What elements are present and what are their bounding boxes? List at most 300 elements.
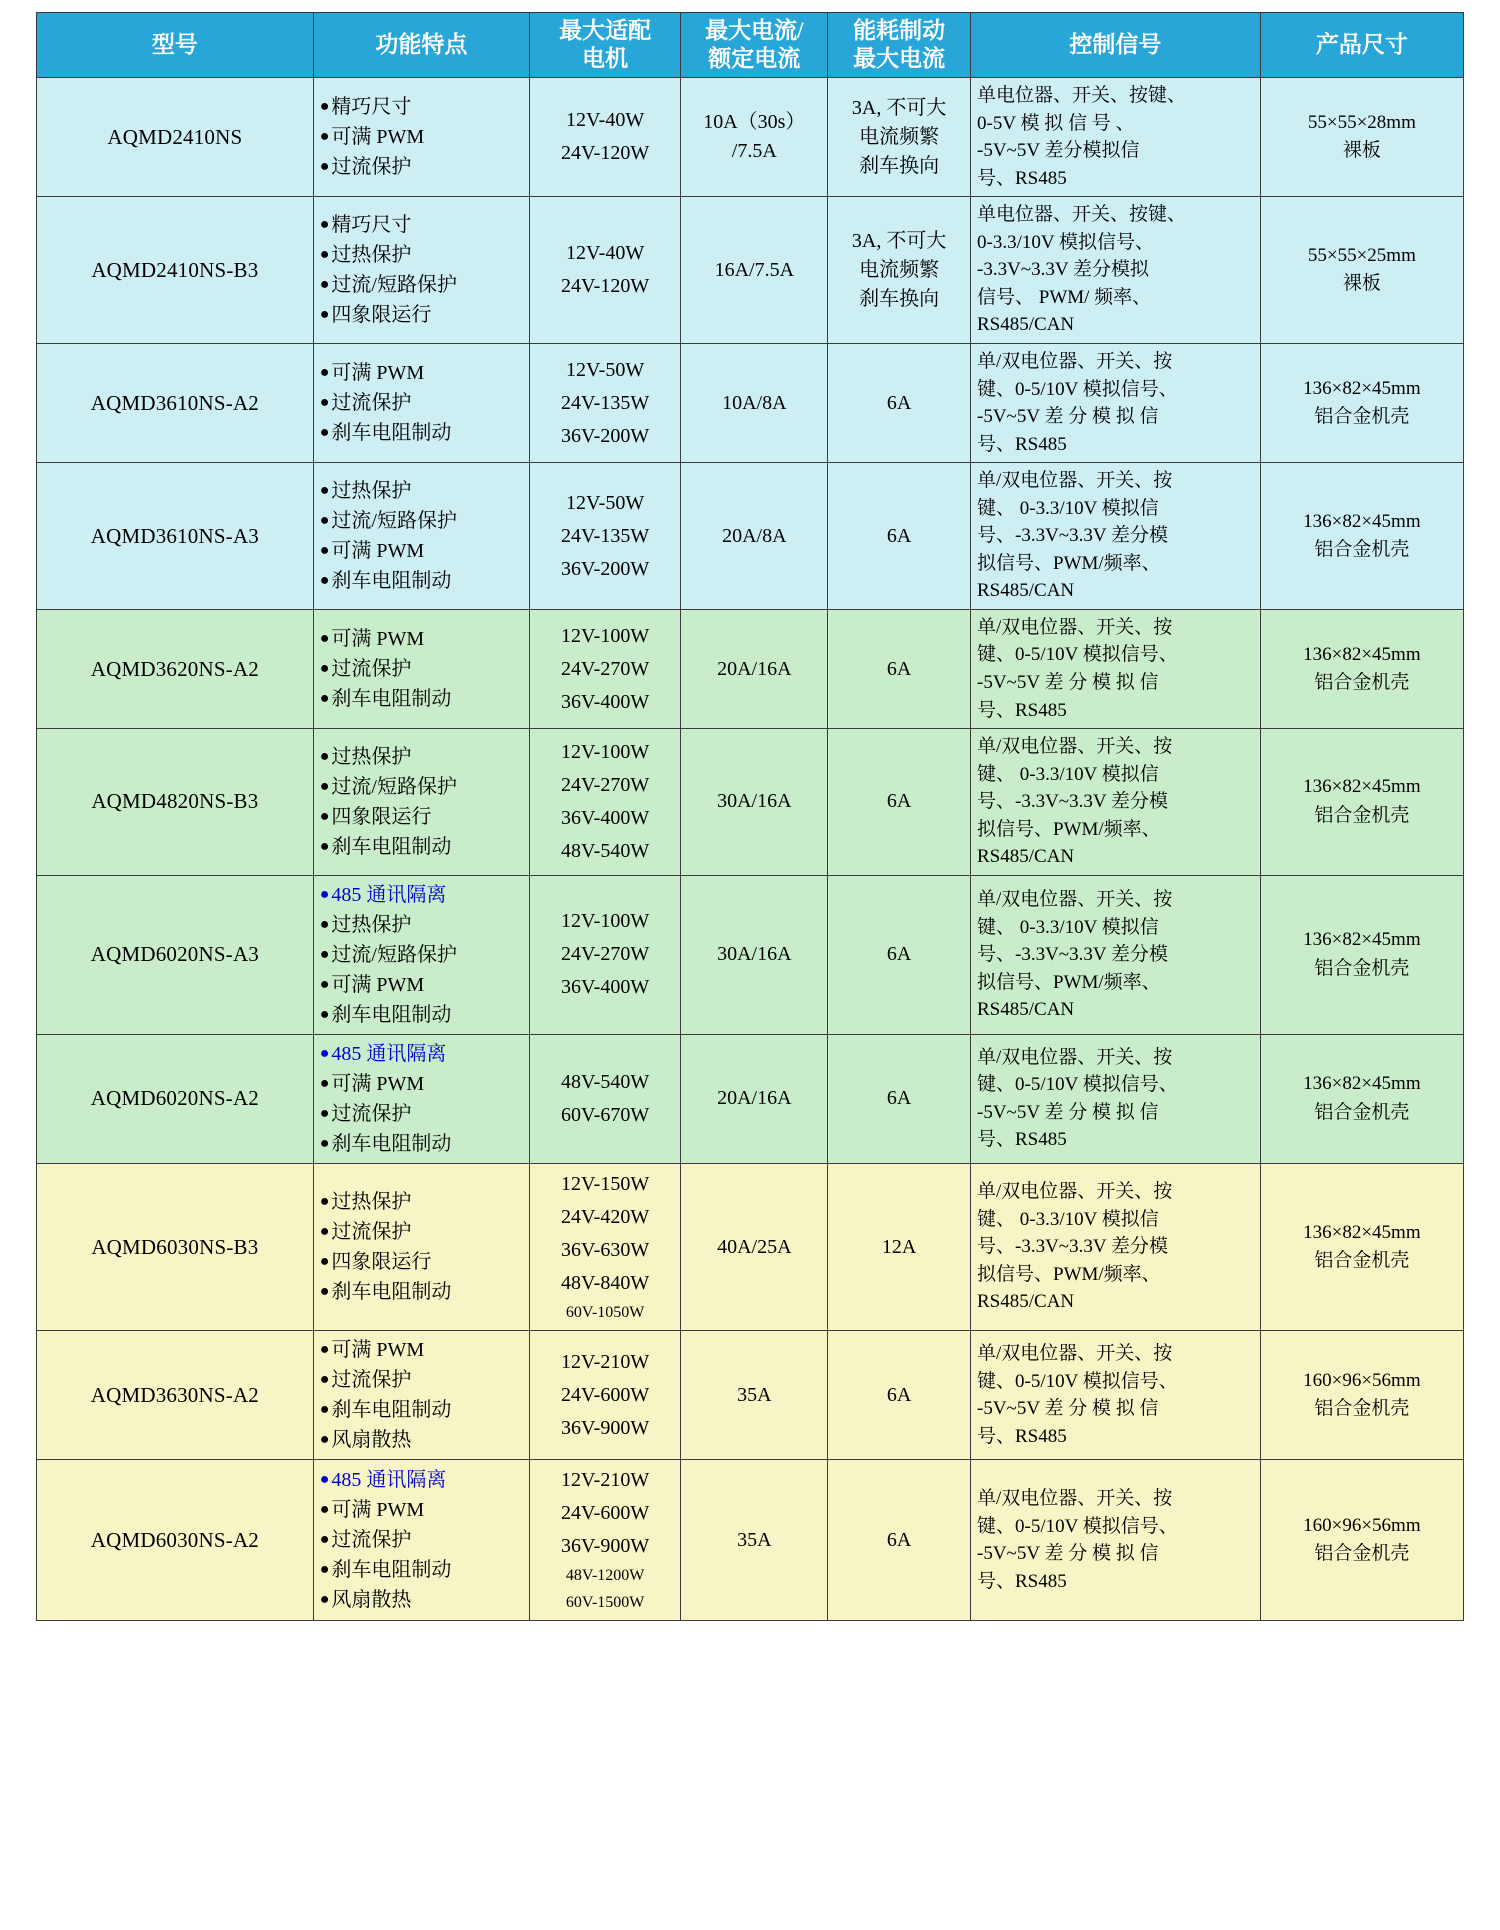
feature-item (320, 1555, 523, 1585)
signal-line: 键、0-5/10V 模拟信号、 (977, 644, 1178, 666)
table-row (37, 609, 1464, 728)
bullet-icon: ● (319, 1283, 330, 1301)
signal-line: 拟信号、PWM/频率、 (977, 818, 1161, 840)
bullet-icon: ● (319, 572, 330, 590)
cell-max-motor (529, 875, 680, 1034)
feature-item (320, 1465, 523, 1495)
bullet-icon: ● (319, 1253, 330, 1271)
cell-max-motor (529, 1163, 680, 1330)
signal-line: 单/双电位器、开关、按 (977, 470, 1173, 492)
feature-item (320, 940, 523, 970)
feature-item (320, 210, 523, 240)
table-row (37, 729, 1464, 876)
column-header-line: 最大电流 (853, 46, 946, 72)
feature-item (320, 1187, 523, 1217)
cell-control-signal (971, 875, 1261, 1034)
signal-line: 单/双电位器、开关、按 (977, 888, 1173, 910)
signal-line: 键、0-5/10V 模拟信号、 (977, 1370, 1178, 1392)
feature-item (320, 122, 523, 152)
cell-brake-current (828, 78, 971, 197)
signal-line: 号、RS485 (977, 1570, 1067, 1592)
table-row (37, 78, 1464, 197)
feature-label: 刹车电阻制动 (331, 835, 452, 858)
column-header-line: 产品尺寸 (1315, 32, 1408, 58)
feature-item (320, 92, 523, 122)
bullet-icon: ● (319, 364, 330, 382)
signal-line: RS485/CAN (977, 314, 1075, 336)
feature-item (320, 418, 523, 448)
cell-control-signal (971, 1034, 1261, 1163)
cell-features (313, 344, 529, 463)
bullet-icon: ● (319, 975, 330, 993)
signal-line: 号、RS485 (977, 433, 1067, 455)
signal-line: 0-3.3/10V 模拟信号、 (977, 231, 1154, 253)
signal-line: -5V~5V 差分模拟信 (977, 140, 1140, 162)
signal-line: 拟信号、PWM/频率、 (977, 552, 1161, 574)
brake-line: 3A, 不可大 (851, 96, 947, 119)
feature-label: 可满 PWM (331, 1072, 425, 1095)
signal-line: 键、 0-3.3/10V 模拟信 (977, 763, 1159, 785)
cell-max-current (681, 344, 828, 463)
current-line: 35A (737, 1528, 772, 1551)
current-line: 10A/8A (722, 391, 787, 414)
cell-features (313, 875, 529, 1034)
motor-rating: 12V-40W (566, 242, 645, 265)
signal-line: 号、-3.3V~3.3V 差分模 (977, 791, 1168, 813)
size-line: 铝合金机壳 (1314, 1543, 1410, 1565)
feature-label: 可满 PWM (331, 126, 425, 149)
motor-rating: 12V-100W (561, 624, 650, 647)
bullet-icon: ● (319, 630, 330, 648)
current-line: 10A（30s） (703, 111, 806, 134)
cell-control-signal (971, 729, 1261, 876)
signal-line: 键、 0-3.3/10V 模拟信 (977, 497, 1159, 519)
feature-item (320, 1425, 523, 1455)
motor-rating: 48V-540W (561, 839, 650, 862)
cell-max-current (681, 463, 828, 610)
signal-line: -5V~5V 差 分 模 拟 信 (977, 672, 1159, 694)
cell-features (313, 197, 529, 344)
signal-line: 单/双电位器、开关、按 (977, 351, 1173, 373)
column-header-3 (681, 13, 828, 78)
cell-brake-current (828, 1460, 971, 1621)
cell-max-motor (529, 1034, 680, 1163)
feature-label: 过流/短路保护 (331, 274, 457, 297)
feature-label: 可满 PWM (331, 973, 425, 996)
signal-line: 信号、 PWM/ 频率、 (977, 286, 1152, 308)
brake-line: 刹车换向 (859, 287, 940, 310)
cell-model: AQMD6030NS-B3 (37, 1163, 314, 1330)
feature-label: 刹车电阻制动 (331, 1003, 452, 1026)
feature-item (320, 152, 523, 182)
feature-item (320, 910, 523, 940)
bullet-icon: ● (319, 1134, 330, 1152)
motor-rating: 48V-1200W (565, 1567, 645, 1585)
size-line: 136×82×45mm (1303, 1073, 1421, 1095)
size-line: 136×82×45mm (1303, 377, 1421, 399)
cell-brake-current (828, 1034, 971, 1163)
brake-line: 6A (886, 391, 912, 414)
bullet-icon: ● (319, 1531, 330, 1549)
bullet-icon: ● (319, 158, 330, 176)
feature-item (320, 388, 523, 418)
motor-rating: 24V-135W (561, 524, 650, 547)
signal-line: 号、-3.3V~3.3V 差分模 (977, 944, 1168, 966)
table-row (37, 1460, 1464, 1621)
feature-label: 四象限运行 (331, 805, 432, 828)
motor-rating: 24V-270W (561, 657, 650, 680)
motor-rating: 36V-400W (561, 690, 650, 713)
table-body (37, 78, 1464, 1621)
signal-line: 号、-3.3V~3.3V 差分模 (977, 525, 1168, 547)
motor-rating: 36V-200W (561, 424, 650, 447)
feature-label: 可满 PWM (331, 1499, 425, 1522)
current-line: 30A/16A (717, 790, 792, 813)
motor-rating: 36V-400W (561, 976, 650, 999)
table-row (37, 1331, 1464, 1460)
motor-rating: 24V-270W (561, 773, 650, 796)
size-line: 铝合金机壳 (1314, 672, 1410, 694)
motor-rating: 60V-1500W (565, 1593, 645, 1611)
brake-line: 6A (886, 657, 912, 680)
bullet-icon: ● (319, 807, 330, 825)
bullet-icon: ● (319, 1341, 330, 1359)
motor-rating: 24V-420W (561, 1205, 650, 1228)
cell-model: AQMD3620NS-A2 (37, 609, 314, 728)
cell-max-current (681, 1331, 828, 1460)
feature-label: 过流保护 (331, 1529, 412, 1552)
motor-rating: 12V-50W (566, 358, 645, 381)
cell-product-size (1260, 729, 1463, 876)
cell-model: AQMD3610NS-A2 (37, 344, 314, 463)
feature-label: 485 通讯隔离 (331, 1042, 447, 1065)
feature-label: 过热保护 (331, 480, 412, 503)
motor-rating: 48V-540W (561, 1070, 650, 1093)
cell-max-motor (529, 78, 680, 197)
motor-rating: 12V-100W (561, 910, 650, 933)
feature-item (320, 1000, 523, 1030)
cell-model: AQMD4820NS-B3 (37, 729, 314, 876)
cell-brake-current (828, 344, 971, 463)
table-row (37, 463, 1464, 610)
current-line: /7.5A (731, 140, 777, 163)
feature-label: 485 通讯隔离 (331, 883, 447, 906)
cell-max-current (681, 78, 828, 197)
bullet-icon: ● (319, 915, 330, 933)
brake-line: 刹车换向 (859, 154, 940, 177)
signal-line: 单电位器、开关、按键、 (977, 85, 1187, 107)
feature-item (320, 270, 523, 300)
feature-label: 过流保护 (331, 392, 412, 415)
cell-brake-current (828, 1163, 971, 1330)
bullet-icon: ● (319, 1401, 330, 1419)
feature-label: 风扇散热 (331, 1429, 412, 1452)
size-line: 裸板 (1342, 140, 1381, 162)
cell-features (313, 463, 529, 610)
motor-rating: 24V-120W (561, 275, 650, 298)
cell-product-size (1260, 609, 1463, 728)
feature-label: 485 通讯隔离 (331, 1469, 447, 1492)
motor-rating: 12V-150W (561, 1172, 650, 1195)
feature-item (320, 1495, 523, 1525)
feature-label: 过热保护 (331, 913, 412, 936)
size-line: 铝合金机壳 (1314, 406, 1410, 428)
motor-rating: 24V-120W (561, 142, 650, 165)
cell-max-current (681, 609, 828, 728)
brake-line: 电流频繁 (859, 258, 940, 281)
cell-features (313, 609, 529, 728)
bullet-icon: ● (319, 777, 330, 795)
cell-max-motor (529, 1460, 680, 1621)
signal-line: -5V~5V 差 分 模 拟 信 (977, 1101, 1159, 1123)
signal-line: 号、RS485 (977, 699, 1067, 721)
bullet-icon: ● (319, 482, 330, 500)
size-line: 铝合金机壳 (1314, 1398, 1410, 1420)
feature-label: 刹车电阻制动 (331, 422, 452, 445)
cell-product-size (1260, 1163, 1463, 1330)
feature-label: 四象限运行 (331, 304, 432, 327)
feature-item (320, 1039, 523, 1069)
bullet-icon: ● (319, 276, 330, 294)
feature-label: 过流/短路保护 (331, 775, 457, 798)
brake-line: 6A (886, 1383, 912, 1406)
cell-model: AQMD3630NS-A2 (37, 1331, 314, 1460)
signal-line: 拟信号、PWM/频率、 (977, 1263, 1161, 1285)
bullet-icon: ● (319, 1005, 330, 1023)
cell-features (313, 1331, 529, 1460)
signal-line: -5V~5V 差 分 模 拟 信 (977, 406, 1159, 428)
bullet-icon: ● (319, 424, 330, 442)
motor-rating: 12V-50W (566, 491, 645, 514)
signal-line: 号、RS485 (977, 167, 1067, 189)
cell-max-current (681, 875, 828, 1034)
bullet-icon: ● (319, 394, 330, 412)
signal-line: -5V~5V 差 分 模 拟 信 (977, 1398, 1159, 1420)
bullet-icon: ● (319, 1044, 330, 1062)
table-row (37, 1034, 1464, 1163)
feature-label: 过热保护 (331, 244, 412, 267)
table-row (37, 1163, 1464, 1330)
feature-item (320, 880, 523, 910)
signal-line: 0-5V 模 拟 信 号 、 (977, 112, 1135, 134)
column-header-line: 功能特点 (375, 32, 468, 58)
size-line: 裸板 (1342, 273, 1381, 295)
cell-model: AQMD6020NS-A2 (37, 1034, 314, 1163)
feature-label: 刹车电阻制动 (331, 1132, 452, 1155)
bullet-icon: ● (319, 945, 330, 963)
cell-model: AQMD2410NS-B3 (37, 197, 314, 344)
size-line: 铝合金机壳 (1314, 1250, 1410, 1272)
motor-rating: 60V-1050W (565, 1303, 645, 1321)
current-line: 20A/16A (717, 1087, 792, 1110)
signal-line: 键、 0-3.3/10V 模拟信 (977, 1208, 1159, 1230)
size-line: 136×82×45mm (1303, 776, 1421, 798)
signal-line: RS485/CAN (977, 999, 1075, 1021)
bullet-icon: ● (319, 1193, 330, 1211)
motor-rating: 24V-600W (561, 1383, 650, 1406)
feature-label: 刹车电阻制动 (331, 1281, 452, 1304)
feature-item (320, 1585, 523, 1615)
cell-product-size (1260, 344, 1463, 463)
column-header-2 (529, 13, 680, 78)
motor-rating: 12V-210W (561, 1469, 650, 1492)
feature-label: 过流保护 (331, 1369, 412, 1392)
feature-item (320, 1525, 523, 1555)
signal-line: 单/双电位器、开关、按 (977, 1343, 1173, 1365)
size-line: 55×55×28mm (1307, 111, 1416, 133)
cell-max-current (681, 197, 828, 344)
feature-label: 刹车电阻制动 (331, 1559, 452, 1582)
current-line: 20A/16A (717, 657, 792, 680)
feature-label: 风扇散热 (331, 1589, 412, 1612)
brake-line: 12A (881, 1235, 917, 1258)
cell-max-current (681, 1034, 828, 1163)
cell-control-signal (971, 1163, 1261, 1330)
feature-label: 过流保护 (331, 1221, 412, 1244)
signal-line: 号、RS485 (977, 1425, 1067, 1447)
bullet-icon: ● (319, 306, 330, 324)
cell-control-signal (971, 1331, 1261, 1460)
cell-product-size (1260, 463, 1463, 610)
feature-item (320, 772, 523, 802)
feature-item (320, 566, 523, 596)
cell-control-signal (971, 78, 1261, 197)
bullet-icon: ● (319, 1501, 330, 1519)
bullet-icon: ● (319, 885, 330, 903)
feature-label: 过流/短路保护 (331, 510, 457, 533)
signal-line: RS485/CAN (977, 846, 1075, 868)
cell-product-size (1260, 1460, 1463, 1621)
bullet-icon: ● (319, 1074, 330, 1092)
cell-product-size (1260, 1331, 1463, 1460)
signal-line: 号、-3.3V~3.3V 差分模 (977, 1236, 1168, 1258)
cell-control-signal (971, 1460, 1261, 1621)
feature-item (320, 1099, 523, 1129)
bullet-icon: ● (319, 747, 330, 765)
cell-product-size (1260, 1034, 1463, 1163)
table-row (37, 344, 1464, 463)
feature-label: 过流/短路保护 (331, 943, 457, 966)
column-header-line: 最大适配 (559, 18, 652, 43)
motor-rating: 36V-900W (561, 1416, 650, 1439)
cell-brake-current (828, 609, 971, 728)
bullet-icon: ● (319, 1223, 330, 1241)
table-row (37, 197, 1464, 344)
table-header (37, 13, 1464, 78)
size-line: 55×55×25mm (1307, 244, 1416, 266)
current-line: 16A/7.5A (714, 258, 795, 281)
feature-item (320, 1247, 523, 1277)
cell-product-size (1260, 78, 1463, 197)
motor-rating: 48V-840W (561, 1271, 650, 1294)
signal-line: 键、0-5/10V 模拟信号、 (977, 1515, 1178, 1537)
feature-label: 过热保护 (331, 745, 412, 768)
cell-max-current (681, 729, 828, 876)
column-header-6 (1260, 13, 1463, 78)
cell-max-motor (529, 1331, 680, 1460)
feature-item (320, 1069, 523, 1099)
cell-control-signal (971, 609, 1261, 728)
signal-line: 拟信号、PWM/频率、 (977, 971, 1161, 993)
cell-control-signal (971, 197, 1261, 344)
cell-max-motor (529, 463, 680, 610)
feature-item (320, 358, 523, 388)
signal-line: 键、0-5/10V 模拟信号、 (977, 378, 1178, 400)
cell-brake-current (828, 197, 971, 344)
signal-line: RS485/CAN (977, 580, 1075, 602)
cell-model: AQMD3610NS-A3 (37, 463, 314, 610)
feature-label: 过流保护 (331, 658, 412, 681)
signal-line: -3.3V~3.3V 差分模拟 (977, 259, 1149, 281)
feature-item (320, 1217, 523, 1247)
feature-item (320, 476, 523, 506)
bullet-icon: ● (319, 1104, 330, 1122)
bullet-icon: ● (319, 512, 330, 530)
bullet-icon: ● (319, 660, 330, 678)
size-line: 铝合金机壳 (1314, 957, 1410, 979)
motor-rating: 24V-270W (561, 943, 650, 966)
cell-product-size (1260, 197, 1463, 344)
feature-label: 精巧尺寸 (331, 96, 412, 119)
brake-line: 电流频繁 (859, 125, 940, 148)
size-line: 136×82×45mm (1303, 929, 1421, 951)
feature-item (320, 1365, 523, 1395)
feature-label: 精巧尺寸 (331, 214, 412, 237)
signal-line: -5V~5V 差 分 模 拟 信 (977, 1543, 1159, 1565)
size-line: 136×82×45mm (1303, 643, 1421, 665)
cell-model: AQMD6030NS-A2 (37, 1460, 314, 1621)
brake-line: 6A (886, 1528, 912, 1551)
column-header-0 (37, 13, 314, 78)
product-spec-table (36, 12, 1464, 1621)
feature-label: 刹车电阻制动 (331, 1399, 452, 1422)
feature-item (320, 802, 523, 832)
motor-rating: 24V-135W (561, 391, 650, 414)
feature-item (320, 654, 523, 684)
feature-item (320, 1335, 523, 1365)
bullet-icon: ● (319, 1371, 330, 1389)
bullet-icon: ● (319, 1471, 330, 1489)
cell-features (313, 1163, 529, 1330)
bullet-icon: ● (319, 246, 330, 264)
signal-line: 单/双电位器、开关、按 (977, 1046, 1173, 1068)
feature-item (320, 506, 523, 536)
current-line: 30A/16A (717, 943, 792, 966)
motor-rating: 24V-600W (561, 1502, 650, 1525)
table-row (37, 875, 1464, 1034)
column-header-line: 电机 (582, 46, 629, 72)
feature-label: 可满 PWM (331, 628, 425, 651)
size-line: 铝合金机壳 (1314, 1101, 1410, 1123)
motor-rating: 12V-100W (561, 740, 650, 763)
signal-line: 号、RS485 (977, 1129, 1067, 1151)
motor-rating: 12V-40W (566, 109, 645, 132)
bullet-icon: ● (319, 1591, 330, 1609)
feature-item (320, 624, 523, 654)
column-header-line: 控制信号 (1069, 32, 1162, 58)
bullet-icon: ● (319, 1431, 330, 1449)
bullet-icon: ● (319, 542, 330, 560)
feature-label: 过热保护 (331, 1191, 412, 1214)
size-line: 铝合金机壳 (1314, 539, 1410, 561)
signal-line: 键、0-5/10V 模拟信号、 (977, 1074, 1178, 1096)
signal-line: RS485/CAN (977, 1291, 1075, 1313)
cell-max-current (681, 1460, 828, 1621)
column-header-line: 额定电流 (708, 46, 801, 72)
cell-model: AQMD6020NS-A3 (37, 875, 314, 1034)
feature-item (320, 684, 523, 714)
size-line: 136×82×45mm (1303, 510, 1421, 532)
